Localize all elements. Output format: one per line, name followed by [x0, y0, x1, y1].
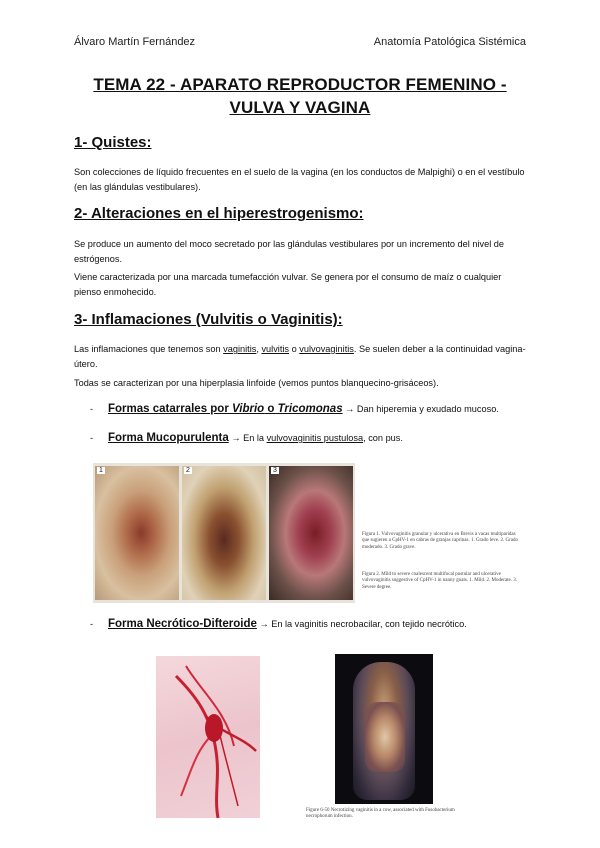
term-vaginitis: vaginitis — [223, 344, 257, 354]
term-vulvovaginitis-pustulosa: vulvovaginitis pustulosa — [266, 433, 364, 443]
bullet-text: En la — [243, 433, 267, 443]
photo-necrotic-vagina — [335, 654, 433, 804]
arrow: → — [256, 619, 272, 629]
bullet-formas-catarrales — [90, 403, 499, 415]
page-title-line2: VULVA Y VAGINA — [229, 98, 371, 117]
arrow: → — [342, 404, 357, 414]
header-subject: Anatomía Patológica Sistémica — [373, 36, 526, 48]
photo-panel-3 — [269, 466, 353, 600]
figure1-caption-en: Figura 2. Mild to severe coalescent multifocal pustular and ulcerative vulvovaginitis suggestive of CpHV-1 in nanny goats. 1. Mild. 2. Moderate. 3. Severe degree. — [362, 572, 517, 590]
paragraph-inflamaciones-2: Todas se caracterizan por una hiperplasia linfoide (vemos puntos blanquecino-grisáceos). — [74, 378, 439, 388]
bullet-text: Dan hiperemia y exudado mucoso. — [356, 404, 499, 414]
bullet-dash: - — [90, 433, 94, 443]
photo-panel-1 — [95, 466, 179, 600]
bullet-title: Formas catarrales por Vibrio o Tricomonas — [108, 403, 343, 415]
bullet-text: , con pus. — [363, 433, 403, 443]
term-vulvovaginitis: vulvovaginitis — [299, 344, 354, 354]
hemorrhage-streaks — [156, 656, 260, 818]
bullet-title: Forma Necrótico-Difteroide — [108, 618, 257, 630]
panel-label-2: 2 — [186, 467, 190, 474]
paragraph-hiperestrogenismo-2: Viene caracterizada por una marcada tumefacción vulvar. Se genera por el consumo de maíz o cualquier pienso enmohecido. — [74, 272, 502, 297]
panel-label-3: 3 — [273, 467, 277, 474]
text: o — [289, 344, 300, 354]
paragraph-inflamaciones-1 — [74, 342, 530, 371]
section-heading-quistes: 1- Quistes: — [74, 134, 152, 151]
header-author: Álvaro Martín Fernández — [74, 36, 196, 48]
text: . Se suelen deber a la continuidad vagina-útero. — [74, 344, 526, 369]
bullet-forma-necrotico-difteroide — [90, 618, 467, 630]
bullet-text: En la vaginitis necrobacilar, con tejido necrótico. — [271, 619, 467, 629]
bullet-title: Forma Mucopurulenta — [108, 432, 229, 444]
specimen-necrotic-area — [365, 702, 405, 772]
bullet-dash: - — [90, 404, 94, 414]
bullet-forma-mucopurulenta — [90, 432, 403, 444]
section-heading-hiperestrogenismo: 2- Alteraciones en el hiperestrogenismo: — [74, 205, 364, 222]
section-heading-inflamaciones: 3- Inflamaciones (Vulvitis o Vaginitis): — [74, 311, 343, 328]
term-vulvitis: vulvitis — [261, 344, 290, 354]
figure-vulvovaginitis-panels — [93, 463, 355, 603]
figure1-caption-es: Figura 1. Vulvovaginitis granular y ulcerativa en Brevis a vacas multiparidas que sugieren a CpHV-1 en cabras de granjas caprinas. 1. Grado leve. 2. Grado moderado. 3. Grado grave. — [362, 532, 519, 550]
page-title-line1: TEMA 22 - APARATO REPRODUCTOR FEMENINO - — [93, 75, 507, 94]
photo-panel-2 — [182, 466, 266, 600]
photo-hemorrhagic-mucosa — [156, 656, 260, 818]
bullet-dash: - — [90, 619, 94, 629]
paragraph-hiperestrogenismo-1: Se produce un aumento del moco secretado por las glándulas vestibulares por un incremento del nivel de estrógenos. — [74, 239, 505, 264]
arrow: → — [228, 433, 244, 443]
paragraph-quistes: Son colecciones de líquido frecuentes en el suelo de la vagina (en los conductos de Malpighi) o en el vestíbulo (en las glándulas vestibulares). — [74, 167, 525, 192]
panel-label-1: 1 — [99, 467, 103, 474]
text: , — [256, 344, 262, 354]
figure3-caption: Figure 6-50 Necrotizing vaginitis in a cow, associated with Fusobacterium necrophorum infection. — [306, 808, 455, 820]
text: Las inflamaciones que tenemos son — [74, 344, 224, 354]
